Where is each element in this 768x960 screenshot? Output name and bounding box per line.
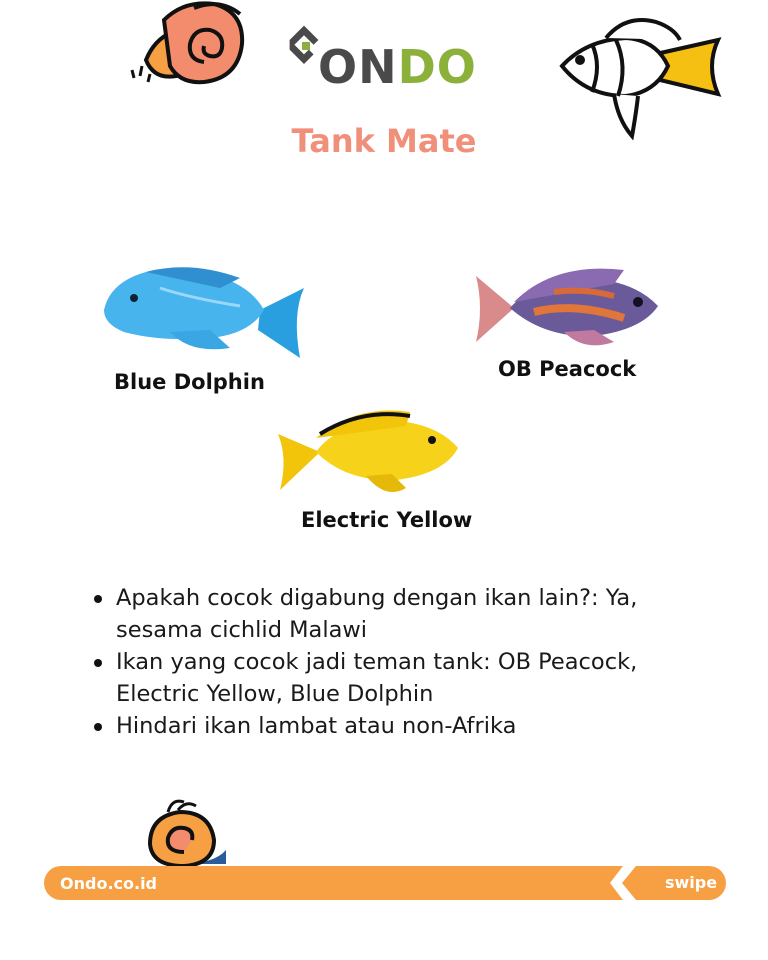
fish-label-blue-dolphin: Blue Dolphin: [114, 370, 265, 394]
ondo-logo: [288, 20, 488, 100]
info-list: [90, 582, 690, 742]
page-title: Tank Mate: [291, 122, 477, 160]
list-item: Apakah cocok digabung dengan ikan lain?: Ya, sesama cichlid Malawi: [90, 582, 690, 646]
logo-text-on: ON: [318, 40, 398, 94]
swipe-button[interactable]: swipe: [665, 873, 718, 892]
list-item: Ikan yang cocok jadi teman tank: OB Peacock, Electric Yellow, Blue Dolphin: [90, 646, 690, 710]
snail-icon: [124, 0, 250, 86]
logo-text-do: DO: [397, 40, 477, 94]
fish-label-ob-peacock: OB Peacock: [498, 357, 637, 381]
site-link[interactable]: Ondo.co.id: [60, 874, 158, 893]
small-snail-icon: [144, 798, 228, 868]
electric-yellow-fish-image: [276, 404, 462, 500]
ob-peacock-fish-image: [474, 262, 664, 352]
list-item: Hindari ikan lambat atau non-Afrika: [90, 710, 690, 742]
blue-dolphin-fish-image: [100, 258, 308, 366]
swipe-arrow-icon: [606, 862, 662, 904]
fish-label-electric-yellow: Electric Yellow: [301, 508, 473, 532]
